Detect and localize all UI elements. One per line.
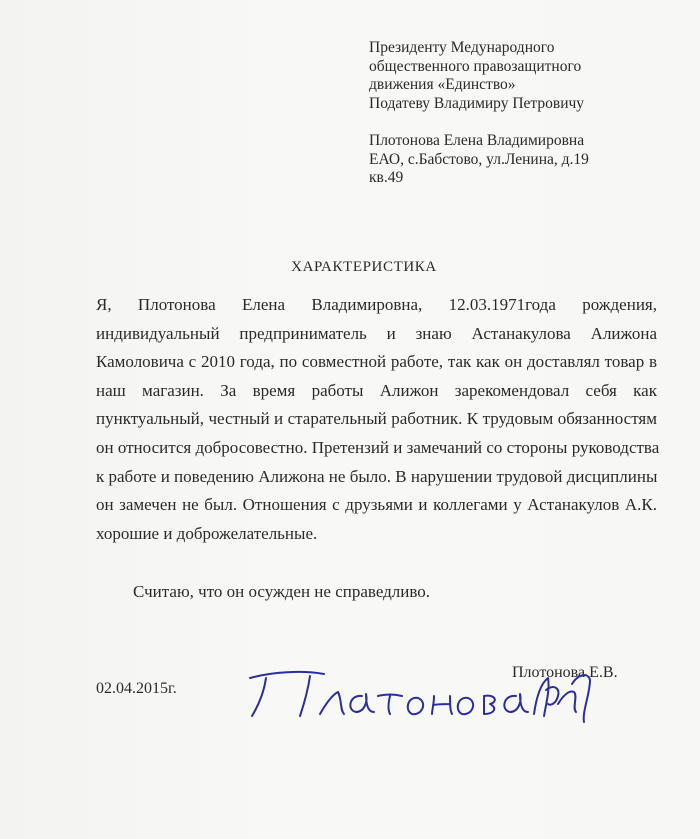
- body-line: он замечен не был. Отношения с друзьями и коллегами у Астанакулов А.К.: [96, 495, 657, 515]
- body-line: наш магазин. За время работы Алижон зарекомендовал себя как: [96, 380, 657, 400]
- closing-statement: Считаю, что он осужден не справедливо.: [133, 582, 431, 601]
- body-paragraph: [96, 291, 660, 548]
- body-line: хорошие и доброжелательные.: [96, 523, 318, 543]
- addressee-block: [369, 39, 669, 113]
- handwritten-signature: [232, 660, 612, 730]
- body-line: индивидуальный предприниматель и знаю Астанакулова Алижона: [96, 323, 657, 343]
- body-line: Камоловича с 2010 года, по совместной работе, так как он доставлял товар в: [96, 352, 657, 372]
- sender-line: кв.49: [369, 169, 404, 186]
- addressee-line: общественного правозащитного: [369, 57, 582, 75]
- body-line: к работе и поведению Алижона не было. В нарушении трудовой дисциплины: [96, 466, 658, 486]
- sender-block: [369, 132, 669, 188]
- addressee-line: движения «Единство»: [369, 76, 516, 93]
- body-line: пунктуальный, честный и старательный работник. К трудовым обязанностям: [96, 409, 657, 429]
- document-date: 02.04.2015г.: [96, 680, 177, 697]
- addressee-line: Податеву Владимиру Петровичу: [369, 94, 585, 112]
- body-line: Я, Плотонова Елена Владимировна, 12.03.1971года рождения,: [96, 295, 657, 314]
- document-title: ХАРАКТЕРИСТИКА: [291, 259, 437, 275]
- sender-line: ЕАО, с.Бабстово, ул.Ленина, д.19: [369, 150, 589, 168]
- addressee-line: Президенту Медународного: [369, 39, 555, 56]
- sender-line: Плотонова Елена Владимировна: [369, 132, 585, 149]
- signer-name: Плотонова Е.В.: [512, 664, 618, 681]
- body-line: он относится добросовестно. Претензий и замечаний со стороны руководства: [96, 437, 660, 457]
